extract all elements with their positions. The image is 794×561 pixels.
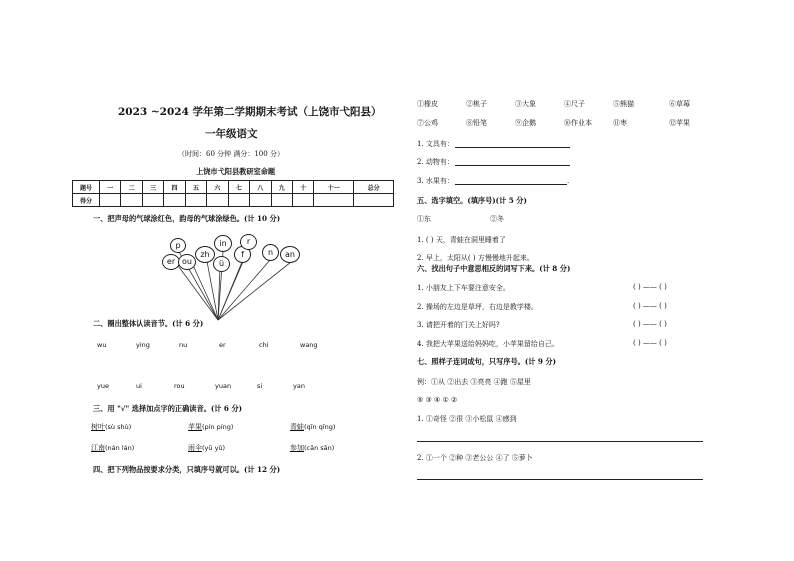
- category-label: 3. 水果有：: [417, 177, 454, 185]
- pinyin-choice[interactable]: [188, 422, 233, 432]
- object-item: ⑨企鹅: [515, 119, 536, 127]
- score-table: [72, 180, 394, 207]
- syllable[interactable]: wang: [300, 341, 318, 349]
- answer-line[interactable]: [455, 147, 570, 148]
- score-cell[interactable]: [354, 194, 394, 207]
- table-cell: 总分: [354, 181, 394, 194]
- table-cell: 四: [164, 181, 185, 194]
- table-cell: 九: [271, 181, 292, 194]
- section3-heading: 三、用 "√" 选择加点字的正确读音。(计 6 分): [93, 404, 243, 413]
- syllable[interactable]: yuan: [215, 382, 232, 390]
- score-cell[interactable]: [228, 194, 249, 207]
- word: 树叶: [91, 423, 105, 431]
- table-cell: 七: [228, 181, 249, 194]
- syllable[interactable]: rou: [174, 382, 185, 390]
- antonym-blank[interactable]: ( ) —— ( ): [633, 302, 667, 310]
- syllable[interactable]: er: [219, 341, 226, 349]
- section5-heading: 五、选字填空。(填序号)(计 5 分): [417, 196, 527, 205]
- balloon-n[interactable]: [262, 244, 279, 261]
- section2-heading: 二、圈出整体认读音节。(计 6 分): [93, 319, 204, 328]
- pinyin-options: (yū yǔ): [202, 444, 226, 452]
- pinyin-choice[interactable]: [290, 443, 334, 453]
- fill-question[interactable]: 2. 早上，太阳从( ) 方慢慢地升起来。: [417, 254, 534, 262]
- answer-line[interactable]: [417, 441, 703, 442]
- balloon-zh[interactable]: [195, 246, 215, 263]
- table-cell: 二: [121, 181, 142, 194]
- score-cell[interactable]: [121, 194, 142, 207]
- score-cell[interactable]: [164, 194, 185, 207]
- pinyin-options: (pín píng): [202, 423, 234, 431]
- balloon-label: in: [219, 239, 227, 248]
- section4-heading: 四、把下列物品按要求分类，只填序号就可以。(计 12 分): [93, 465, 281, 474]
- balloon-label: p: [175, 241, 181, 250]
- syllable[interactable]: nu: [179, 341, 188, 349]
- balloon-r[interactable]: [240, 234, 257, 250]
- syllable[interactable]: yan: [293, 382, 305, 390]
- pinyin-options: (qīn qīng): [304, 423, 336, 431]
- balloon-in[interactable]: [214, 235, 232, 252]
- syllable[interactable]: chi: [259, 341, 269, 349]
- object-item: ③大象: [515, 100, 536, 108]
- pinyin-choice[interactable]: [290, 422, 335, 432]
- balloon-ü[interactable]: [213, 256, 230, 272]
- word: 苹果: [188, 423, 202, 431]
- score-cell[interactable]: [100, 194, 121, 207]
- antonym-blank[interactable]: ( ) —— ( ): [633, 283, 667, 291]
- pinyin-choice[interactable]: [91, 443, 134, 453]
- sentence-question: 1. ①奇怪 ②很 ③小松鼠 ④感到: [417, 415, 517, 423]
- object-item: ⑦公鸡: [417, 119, 438, 127]
- antonym-blank[interactable]: ( ) —— ( ): [633, 320, 667, 328]
- char-option: ①东: [417, 215, 431, 223]
- pinyin-options: (sù shù): [105, 423, 132, 431]
- antonym-sentence: 2. 操场的左边是草坪，右边是教学楼。: [417, 303, 538, 311]
- pinyin-choice[interactable]: [91, 422, 131, 432]
- object-item: ⑥草莓: [669, 100, 690, 108]
- antonym-sentence: 4. 我把大苹果送给妈妈吃，小苹果留给自己。: [417, 340, 559, 348]
- balloon-label: r: [246, 237, 251, 246]
- category-label: 2. 动物有：: [417, 158, 454, 166]
- syllable[interactable]: ui: [136, 382, 142, 390]
- fill-question[interactable]: 1. ( ) 天，青蛙在洞里睡着了: [417, 236, 506, 244]
- word: 青蛙: [290, 423, 304, 431]
- balloon-label: zh: [200, 250, 210, 259]
- pinyin-options: (nán lán): [105, 444, 135, 452]
- object-item: ②桃子: [466, 100, 487, 108]
- antonym-sentence: 1. 小朋友上下车要注意安全。: [417, 284, 510, 292]
- score-cell[interactable]: [142, 194, 163, 207]
- syllable[interactable]: yue: [97, 382, 109, 390]
- balloon-ou[interactable]: [178, 254, 196, 270]
- word: 江南: [91, 444, 105, 452]
- example-answer: ⑤ ③ ④ ① ②: [417, 396, 458, 404]
- table-cell: 三: [142, 181, 163, 194]
- balloon-p[interactable]: [170, 238, 186, 253]
- section1-heading: 一、把声母的气球涂红色，韵母的气球涂绿色。(计 10 分): [93, 214, 281, 223]
- syllable[interactable]: wu: [97, 341, 107, 349]
- score-cell[interactable]: [314, 194, 354, 207]
- score-cell[interactable]: [292, 194, 313, 207]
- char-option: ②冬: [490, 215, 504, 223]
- table-cell: 六: [207, 181, 228, 194]
- committee-label: 上饶市弋阳县教研室命题: [196, 167, 276, 176]
- score-cell[interactable]: [207, 194, 228, 207]
- balloon-label: er: [166, 257, 176, 266]
- table-cell: 一: [100, 181, 121, 194]
- category-label: 1. 文具有：: [417, 140, 454, 148]
- subject-title: 一年级语文: [205, 128, 258, 140]
- score-table-score-row: [73, 194, 394, 207]
- table-cell: 得分: [73, 194, 100, 207]
- object-item: ⑩作业本: [564, 119, 592, 127]
- balloon-label: ü: [218, 259, 225, 268]
- object-item: ⑤熊猫: [613, 100, 634, 108]
- table-cell: 八: [250, 181, 271, 194]
- balloon-label: an: [285, 250, 295, 259]
- object-item: ④尺子: [564, 100, 585, 108]
- table-cell: 五: [185, 181, 206, 194]
- antonym-blank[interactable]: ( ) —— ( ): [633, 339, 667, 347]
- word: 雨伞: [188, 444, 202, 452]
- time-info: （时间：60 分钟 满分：100 分）: [178, 150, 284, 158]
- table-cell: 题号: [73, 181, 100, 194]
- score-cell[interactable]: [185, 194, 206, 207]
- object-item: ⑧铅笔: [466, 119, 487, 127]
- section6-heading: 六、找出句子中意思相反的词写下来。(计 8 分): [417, 264, 571, 273]
- score-cell[interactable]: [250, 194, 271, 207]
- pinyin-options: (cān sān): [304, 444, 335, 452]
- balloon-label: n: [267, 248, 274, 257]
- pinyin-choice[interactable]: [188, 443, 225, 453]
- score-table-header-row: [73, 181, 394, 194]
- word: 参加: [290, 444, 304, 452]
- object-item: ⑫苹果: [669, 119, 690, 127]
- table-cell: 十: [292, 181, 313, 194]
- object-item: ①橡皮: [417, 100, 438, 108]
- table-cell: 十一: [314, 181, 354, 194]
- antonym-sentence: 3. 请把开着的门关上好吗?: [417, 321, 500, 329]
- balloon-an[interactable]: [280, 246, 300, 263]
- balloon-label: ou: [182, 257, 192, 266]
- balloon-label: f: [241, 250, 244, 259]
- object-item: ⑪枣: [613, 119, 627, 127]
- answer-line[interactable]: [455, 184, 567, 185]
- example-words: 例：①从 ②出去 ③亮亮 ④跑 ⑤屋里: [417, 378, 531, 386]
- score-cell[interactable]: [271, 194, 292, 207]
- syllable[interactable]: ying: [136, 341, 150, 349]
- answer-line[interactable]: [455, 165, 570, 166]
- section7-heading: 七、照样子连词成句，只写序号。(计 9 分): [417, 357, 556, 366]
- end-mark: .: [567, 177, 570, 185]
- sentence-question: 2. ①一个 ②种 ③老公公 ④了 ⑤萝卜: [417, 454, 533, 462]
- answer-line[interactable]: [417, 479, 703, 480]
- exam-title: 2023 ~2024 学年第二学期期末考试（上饶市弋阳县）: [118, 106, 382, 118]
- syllable[interactable]: si: [257, 382, 263, 390]
